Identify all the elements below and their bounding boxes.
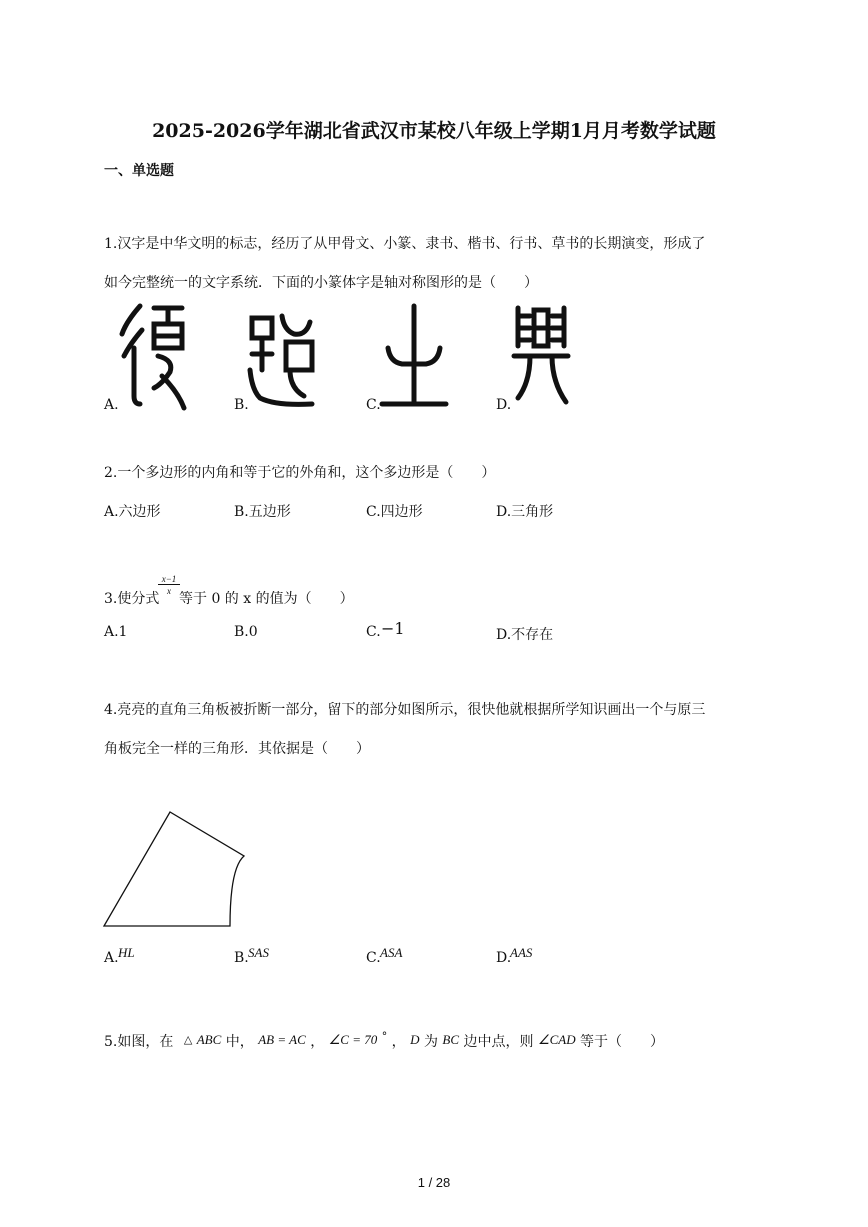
seal-script-glyph-d-icon [510,302,572,410]
broken-triangle-figure [100,808,250,932]
question-4-option-d: D. [496,950,512,966]
q5-comma-2: ， [391,1034,406,1050]
question-4-option-c: C. [366,950,381,966]
question-4-line-1: 4.亮亮的直角三角板被折断一部分，留下的部分如图所示，很快他就根据所学知识画出一个与原三 [104,702,706,718]
page-number: 1 / 28 [417,1175,451,1190]
question-4-option-d-math: AAS [510,945,533,960]
question-1-line-1: 1.汉字是中华文明的标志，经历了从甲骨文、小篆、隶书、楷书、行书、草书的长期演变，形成了 [104,236,706,252]
equation-ab-ac: AB = AC [258,1032,306,1047]
q5-wei: 为 [423,1034,438,1050]
q5-end: 等于（ ） [580,1034,665,1050]
q5-comma: ， [310,1034,325,1050]
section-heading: 一、单选题 [104,163,174,179]
question-3-option-c: C. [366,624,381,640]
question-4-option-b: B. [234,950,249,966]
degree-symbol: ° [381,1030,388,1043]
fraction-denominator: x [167,586,171,596]
q5-midpoint-text: 边中点，则 [463,1034,534,1050]
question-1-option-d: D. [496,397,512,413]
q5-zhong: 中， [225,1034,254,1050]
question-4-option-b-math: SAS [248,945,269,960]
question-5-stem [104,1030,664,1051]
page-title: 2025-2026学年湖北省武汉市某校八年级上学期1月月考数学试题 [152,120,716,142]
angle-c: ∠C = 70 [328,1032,378,1047]
point-d: D [410,1032,420,1047]
triangle-abc: ABC [196,1032,222,1047]
question-2-stem: 2.一个多边形的内角和等于它的外角和，这个多边形是（ ） [104,465,496,481]
triangle-symbol: △ [183,1033,193,1046]
question-3-stem-post: 等于 0 的 x 的值为（ ） [179,591,354,607]
question-4-option-a: A. [104,950,119,966]
q5-prefix: 5.如图，在 [104,1034,174,1050]
segment-bc: BC [442,1032,460,1047]
question-4-option-c-math: ASA [380,945,403,960]
question-2-option-a: A.六边形 [104,504,161,520]
question-1-option-a: A. [104,397,119,413]
question-3-option-a: A.1 [104,624,128,640]
seal-script-glyph-b-icon [246,310,318,412]
question-3-option-b: B.0 [234,624,258,640]
question-3-stem-pre: 3.使分式 [104,591,160,607]
question-3-option-d: D.不存在 [496,627,554,643]
question-4-option-a-math: HL [118,945,135,960]
question-1-line-2: 如今完整统一的文字系统．下面的小篆体字是轴对称图形的是（ ） [104,275,538,291]
fraction-numerator: x−1 [158,574,180,585]
seal-script-glyph-a-icon [118,300,190,412]
question-2-option-b: B.五边形 [234,504,291,520]
question-4-line-2: 角板完全一样的三角形．其依据是（ ） [104,741,370,757]
question-3-option-c-math: −1 [381,619,405,638]
question-2-option-d: D.三角形 [496,504,554,520]
angle-cad: ∠CAD [537,1032,576,1047]
question-1-option-b: B. [234,397,249,413]
seal-script-glyph-c-icon [378,302,450,410]
question-1-option-c: C. [366,397,381,413]
question-2-option-c: C.四边形 [366,504,423,520]
